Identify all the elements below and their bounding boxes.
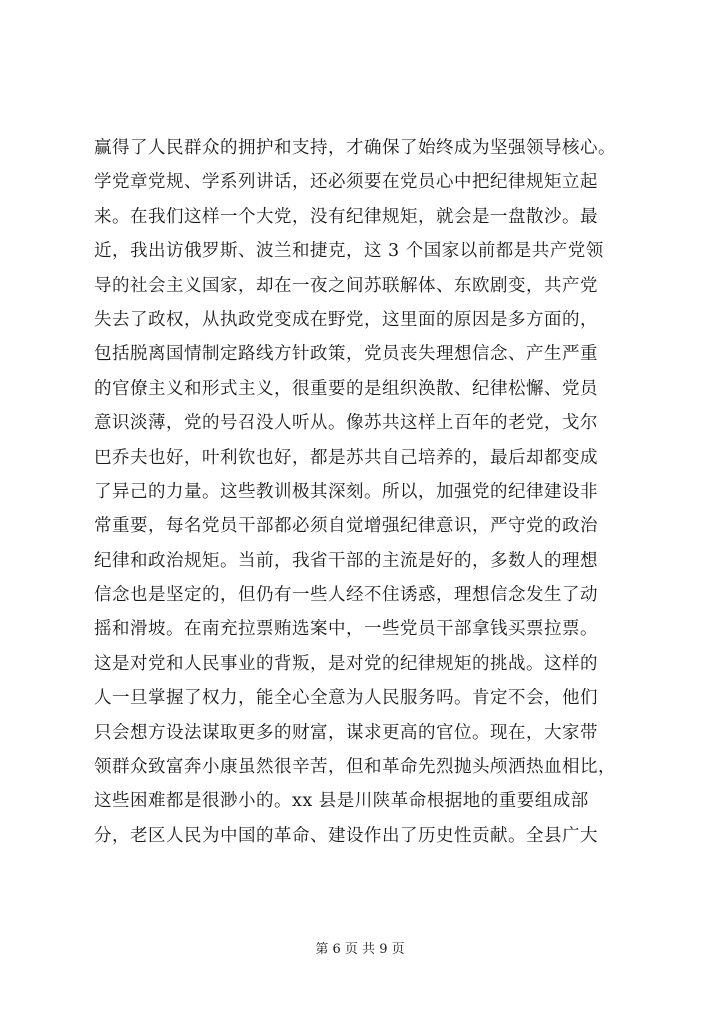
text-line: 来。在我们这样一个大党，没有纪律规矩，就会是一盘散沙。最 [94,206,598,227]
text-line: 失去了政权，从执政党变成在野党，这里面的原因是多方面的， [94,309,598,330]
text-line: 人一旦掌握了权力，能全心全意为人民服务吗。肯定不会，他们 [94,688,598,709]
text-line: 意识淡薄，党的号召没人听从。像苏共这样上百年的老党，戈尔 [94,413,598,434]
body-text [94,131,654,853]
text-line: 分，老区人民为中国的革命、建设作出了历史性贡献。全县广大 [94,825,598,846]
text-line: 纪律和政治规矩。当前，我省干部的主流是好的，多数人的理想 [94,550,598,571]
text-line: 这些困难都是很渺小的。xx 县是川陕革命根据地的重要组成部 [94,791,589,812]
text-line: 的官僚主义和形式主义，很重要的是组织涣散、纪律松懈、党员 [94,378,598,399]
text-line: 这是对党和人民事业的背叛，是对党的纪律规矩的挑战。这样的 [94,653,598,674]
text-line: 近，我出访俄罗斯、波兰和捷克，这 3 个国家以前都是共产党领 [94,241,604,262]
text-line: 赢得了人民群众的拥护和支持，才确保了始终成为坚强领导核心。 [94,138,616,158]
text-line: 只会想方设法谋取更多的财富，谋求更高的官位。现在，大家带 [94,722,598,743]
text-line: 领群众致富奔小康虽然很辛苦，但和革命先烈抛头颅洒热血相比， [94,757,616,778]
text-line: 导的社会主义国家，却在一夜之间苏联解体、东欧剧变，共产党 [94,275,598,296]
page-footer: 第 6 页 共 9 页 [315,942,405,957]
text-line: 摇和滑坡。在南充拉票贿选案中，一些党员干部拿钱买票拉票。 [94,619,598,640]
text-line: 了异己的力量。这些教训极其深刻。所以，加强党的纪律建设非 [94,481,598,502]
text-line: 包括脱离国情制定路线方针政策，党员丧失理想信念、产生严重 [94,344,598,365]
text-line: 学党章党规、学系列讲话，还必须要在党员心中把纪律规矩立起 [94,172,598,193]
text-line: 常重要，每名党员干部都必须自觉增强纪律意识，严守党的政治 [94,516,598,537]
text-line: 信念也是坚定的，但仍有一些人经不住诱惑，理想信念发生了动 [94,585,598,606]
text-line: 巴乔夫也好，叶利钦也好，都是苏共自己培养的，最后却都变成 [94,447,598,468]
